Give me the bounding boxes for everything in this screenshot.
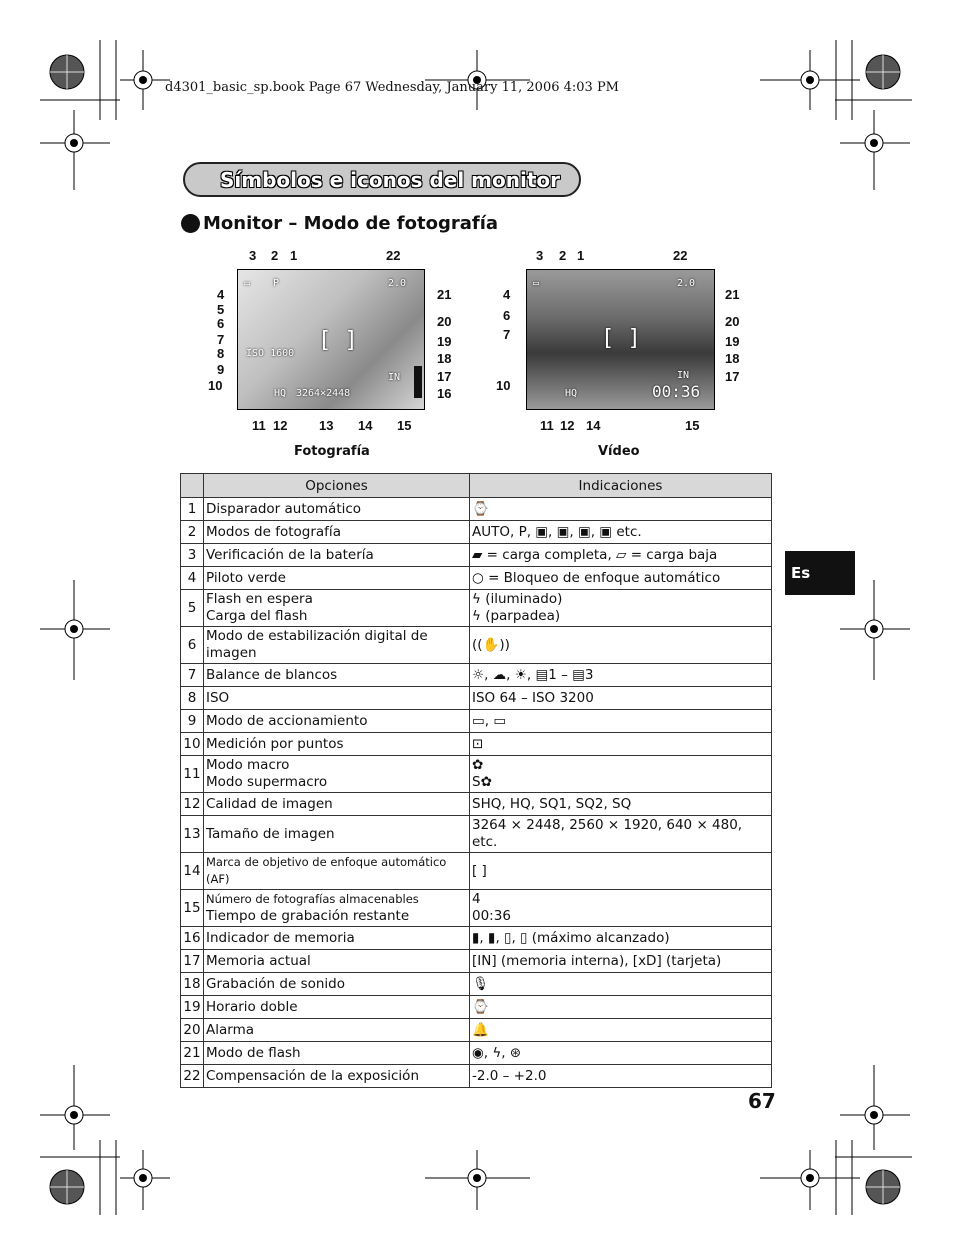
option-cell: [204, 498, 470, 521]
option-text: Modo de flash: [206, 1044, 301, 1061]
indication-cell: [470, 853, 772, 890]
table-row: [181, 664, 772, 687]
indication-cell: [470, 1065, 772, 1088]
option-cell: [204, 793, 470, 816]
callout: 13: [319, 418, 334, 433]
callout: 16: [437, 386, 452, 401]
record-time-readout: 00:36: [652, 382, 701, 401]
option-cell: [204, 950, 470, 973]
row-number: 18: [181, 973, 204, 996]
indication-cell: [470, 793, 772, 816]
table-header-options: Opciones: [204, 474, 470, 498]
option-text: Marca de objetivo de enfoque automático (AF): [206, 855, 447, 886]
table-header-indications: Indicaciones: [470, 474, 772, 498]
row-number: 22: [181, 1065, 204, 1088]
option-text: Horario doble: [206, 998, 298, 1015]
video-monitor-screen: [526, 269, 715, 410]
table-row: [181, 816, 772, 853]
indication-cell: [470, 498, 772, 521]
option-text: Disparador automático: [206, 500, 362, 517]
table-row: [181, 996, 772, 1019]
option-cell: [204, 590, 470, 627]
indication-text: ◉, ϟ, ⊛: [472, 1044, 522, 1061]
indication-text: ▰ = carga completa, ▱ = carga baja: [472, 546, 718, 563]
row-number: 1: [181, 498, 204, 521]
callout: 10: [496, 378, 511, 393]
indication-cell: [470, 627, 772, 664]
row-number: 7: [181, 664, 204, 687]
callout: 7: [217, 332, 225, 347]
indication-text: ⌚: [472, 500, 489, 517]
callout: 2: [559, 248, 567, 263]
callout: 1: [577, 248, 585, 263]
option-text: Calidad de imagen: [206, 795, 333, 812]
callout: 19: [437, 334, 452, 349]
option-cell: [204, 816, 470, 853]
indication-text: 3264 × 2448, 2560 × 1920, 640 × 480, etc.: [472, 817, 743, 850]
table-row: [181, 544, 772, 567]
callout: 6: [503, 308, 511, 323]
indication-text: SHQ, HQ, SQ1, SQ2, SQ: [472, 795, 632, 812]
option-cell: [204, 687, 470, 710]
row-number: 8: [181, 687, 204, 710]
table-header-index: [181, 474, 204, 498]
indication-text: ☼, ☁, ☀, ▤1 – ▤3: [472, 666, 594, 683]
indication-text: [IN] (memoria interna), [xD] (tarjeta): [472, 952, 722, 969]
table-row: [181, 498, 772, 521]
symbols-table: [180, 473, 772, 1088]
photo-figure-caption: Fotografía: [294, 444, 370, 459]
option-cell: [204, 627, 470, 664]
indication-text: -2.0 – +2.0: [472, 1067, 547, 1084]
callout: 11: [540, 418, 554, 433]
section-heading-text: Monitor – Modo de fotografía: [203, 213, 499, 234]
size-readout: 3264×2448: [296, 388, 351, 399]
option-cell: [204, 1019, 470, 1042]
table-row: [181, 1065, 772, 1088]
option-cell: [204, 567, 470, 590]
callout: 2: [271, 248, 279, 263]
table-row: [181, 710, 772, 733]
indication-cell: [470, 687, 772, 710]
option-text: Indicador de memoria: [206, 929, 355, 946]
table-row: [181, 756, 772, 793]
indication-cell: [470, 1019, 772, 1042]
option-text: Alarma: [206, 1021, 254, 1038]
table-row: [181, 521, 772, 544]
row-number: 21: [181, 1042, 204, 1065]
indication-text: ϟ (iluminado): [472, 591, 563, 607]
video-figure-caption: Vídeo: [598, 444, 640, 459]
callout: 9: [217, 362, 225, 377]
option-cell: [204, 756, 470, 793]
option-cell: [204, 890, 470, 927]
row-number: 12: [181, 793, 204, 816]
language-tab: Es: [785, 551, 855, 595]
indication-cell: [470, 567, 772, 590]
indication-text: 🎙: [472, 975, 490, 992]
row-number: 17: [181, 950, 204, 973]
indication-text: 🔔: [472, 1021, 489, 1038]
af-target-mark: [ ]: [318, 328, 358, 353]
memory-readout: IN: [388, 372, 401, 383]
quality-readout: HQ: [565, 388, 578, 399]
table-row: [181, 1042, 772, 1065]
table-row: [181, 733, 772, 756]
indication-cell: [470, 1042, 772, 1065]
callout: 21: [437, 287, 452, 302]
row-number: 3: [181, 544, 204, 567]
row-number: 19: [181, 996, 204, 1019]
indication-cell: [470, 733, 772, 756]
callout: 17: [437, 369, 452, 384]
row-number: 20: [181, 1019, 204, 1042]
callout: 14: [586, 418, 601, 433]
indication-text: 4: [472, 891, 481, 907]
table-row: [181, 687, 772, 710]
table-row: [181, 973, 772, 996]
row-number: 15: [181, 890, 204, 927]
option-cell: [204, 853, 470, 890]
indication-text: ○ = Bloqueo de enfoque automático: [472, 569, 721, 586]
memory-readout: IN: [677, 370, 690, 381]
table-row: [181, 567, 772, 590]
indication-cell: [470, 973, 772, 996]
table-row: [181, 1019, 772, 1042]
callout: 14: [358, 418, 373, 433]
option-cell: [204, 927, 470, 950]
option-cell: [204, 733, 470, 756]
option-cell: [204, 1042, 470, 1065]
ev-readout: 2.0: [677, 278, 696, 289]
option-cell: [204, 664, 470, 687]
table-row: [181, 590, 772, 627]
option-cell: [204, 973, 470, 996]
row-number: 10: [181, 733, 204, 756]
option-text: Tiempo de grabación restante: [206, 908, 410, 924]
indication-text: ✿: [472, 757, 484, 773]
indication-cell: [470, 927, 772, 950]
indication-text: [ ]: [472, 862, 487, 879]
indication-text: ϟ (parpadea): [472, 608, 561, 624]
row-number: 14: [181, 853, 204, 890]
option-text: Carga del flash: [206, 608, 308, 624]
option-text: Balance de blancos: [206, 666, 338, 683]
option-text: Piloto verde: [206, 569, 286, 586]
indication-text: AUTO, P, ▣, ▣, ▣, ▣ etc.: [472, 523, 642, 540]
section-heading: [181, 213, 498, 234]
indication-cell: [470, 756, 772, 793]
option-text: Medición por puntos: [206, 735, 344, 752]
callout: 12: [560, 418, 575, 433]
callout: 15: [685, 418, 700, 433]
callout: 8: [217, 346, 225, 361]
row-number: 13: [181, 816, 204, 853]
callout: 22: [673, 248, 688, 263]
row-number: 11: [181, 756, 204, 793]
callout: 1: [290, 248, 298, 263]
indication-text: ⌚: [472, 998, 489, 1015]
callout: 18: [725, 351, 740, 366]
option-cell: [204, 710, 470, 733]
callout: 5: [217, 302, 225, 317]
callout: 4: [503, 287, 511, 302]
indication-text: 00:36: [472, 908, 511, 924]
indication-text: ⊡: [472, 735, 484, 752]
option-text: Compensación de la exposición: [206, 1067, 419, 1084]
shooting-mode-icon: P: [273, 278, 280, 289]
indication-cell: [470, 544, 772, 567]
callout: 4: [217, 287, 225, 302]
option-text: Tamaño de imagen: [206, 825, 335, 842]
table-row: [181, 950, 772, 973]
callout: 17: [725, 369, 740, 384]
photo-monitor-screen: [237, 269, 425, 410]
option-text: Modo macro: [206, 757, 290, 773]
callout: 6: [217, 316, 225, 331]
row-number: 2: [181, 521, 204, 544]
indication-cell: [470, 890, 772, 927]
callout: 11: [252, 418, 266, 433]
option-text: Verificación de la batería: [206, 546, 374, 563]
row-number: 4: [181, 567, 204, 590]
row-number: 5: [181, 590, 204, 627]
option-text: Grabación de sonido: [206, 975, 346, 992]
indication-text: ▭, ▭: [472, 712, 507, 729]
callout: 3: [536, 248, 544, 263]
option-cell: [204, 521, 470, 544]
battery-icon: ▭: [533, 278, 540, 289]
option-cell: [204, 996, 470, 1019]
callout: 10: [208, 378, 223, 393]
option-text: Modos de fotografía: [206, 523, 341, 540]
table-row: [181, 890, 772, 927]
bullet-icon: [181, 214, 200, 233]
table-row: [181, 927, 772, 950]
indication-cell: [470, 590, 772, 627]
option-text: Modo supermacro: [206, 774, 328, 790]
callout: 20: [437, 314, 452, 329]
memory-gauge-icon: [414, 366, 422, 398]
row-number: 16: [181, 927, 204, 950]
indication-cell: [470, 950, 772, 973]
callout: 7: [503, 327, 511, 342]
print-header: d4301_basic_sp.book Page 67 Wednesday, January 11, 2006 4:03 PM: [165, 80, 619, 95]
indication-text: ISO 64 – ISO 3200: [472, 689, 594, 706]
option-cell: [204, 544, 470, 567]
indication-cell: [470, 710, 772, 733]
option-text: Modo de estabilización digital de imagen: [206, 628, 428, 661]
option-cell: [204, 1065, 470, 1088]
page-number: 67: [748, 1089, 776, 1113]
table-header-row: [181, 474, 772, 498]
callout: 21: [725, 287, 740, 302]
option-text: ISO: [206, 689, 230, 706]
table-row: [181, 627, 772, 664]
af-target-mark: [ ]: [601, 326, 641, 351]
page-title: Símbolos e iconos del monitor: [220, 168, 560, 192]
option-text: Memoria actual: [206, 952, 311, 969]
table-row: [181, 853, 772, 890]
indication-cell: [470, 664, 772, 687]
table-row: [181, 793, 772, 816]
ev-readout: 2.0: [388, 278, 407, 289]
option-text: Modo de accionamiento: [206, 712, 368, 729]
row-number: 6: [181, 627, 204, 664]
table-body: [181, 498, 772, 1088]
indication-cell: [470, 996, 772, 1019]
indication-cell: [470, 521, 772, 544]
iso-readout: ISO 1600: [246, 348, 295, 359]
row-number: 9: [181, 710, 204, 733]
indication-cell: [470, 816, 772, 853]
option-text: Número de fotografías almacenables: [206, 892, 419, 906]
battery-icon: ▭: [244, 278, 251, 289]
callout: 20: [725, 314, 740, 329]
callout: 12: [273, 418, 288, 433]
indication-text: S✿: [472, 774, 492, 790]
option-text: Flash en espera: [206, 591, 313, 607]
callout: 18: [437, 351, 452, 366]
indication-text: ((✋)): [472, 636, 510, 653]
callout: 15: [397, 418, 412, 433]
callout: 3: [249, 248, 257, 263]
callout: 19: [725, 334, 740, 349]
indication-text: ▮, ▮, ▯, ▯ (máximo alcanzado): [472, 929, 670, 946]
callout: 22: [386, 248, 401, 263]
quality-readout: HQ: [274, 388, 287, 399]
